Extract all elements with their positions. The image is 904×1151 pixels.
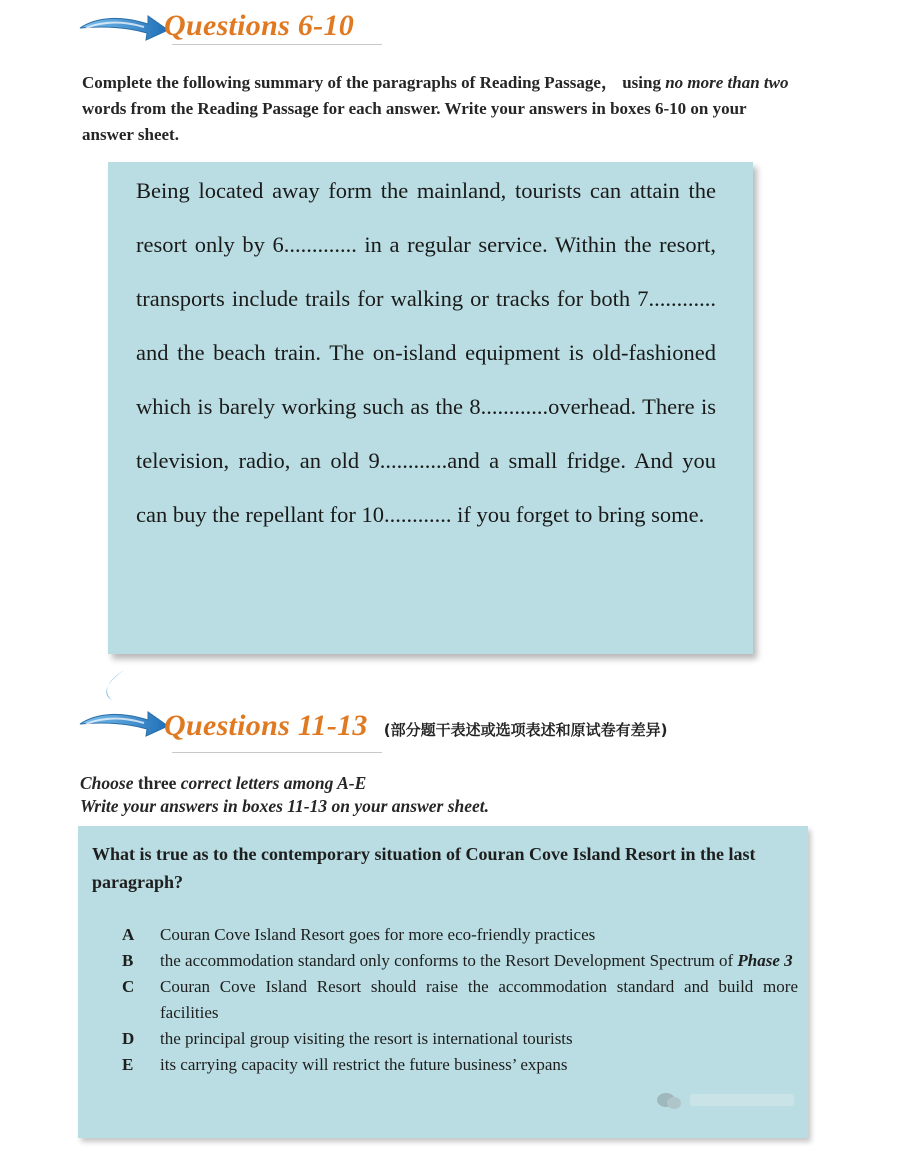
- section1-heading: [78, 6, 354, 46]
- section2-heading: [78, 672, 667, 746]
- option-b: [122, 948, 798, 974]
- option-letter: B: [122, 951, 134, 970]
- option-a: [122, 922, 798, 948]
- option-letter: A: [122, 925, 135, 944]
- option-letter: D: [122, 1029, 135, 1048]
- option-e: [122, 1052, 798, 1078]
- swoosh-arrow-icon: [78, 6, 170, 46]
- option-text: the principal group visiting the resort is international tourists: [160, 1029, 573, 1048]
- option-text: Couran Cove Island Resort goes for more eco-friendly practices: [160, 925, 596, 944]
- options-list: [122, 922, 798, 1078]
- question-text: What is true as to the contemporary situation of Couran Cove Island Resort in the last paragraph?: [92, 844, 756, 892]
- option-letter: E: [122, 1055, 134, 1074]
- swoosh-arrow-icon: [78, 666, 170, 746]
- section2-note: (部分题干表述或选项表述和原试卷有差异): [383, 720, 668, 739]
- title-underline: [172, 44, 382, 45]
- summary-box: [108, 162, 753, 654]
- section1-title: Questions 6-10: [164, 9, 355, 42]
- section2-instructions: Choose three correct letters among A-E Write your answers in boxes 11-13 on your answer sheet.: [80, 773, 490, 816]
- title-underline: [172, 752, 382, 753]
- word-limit-emphasis: no more than two: [665, 73, 789, 92]
- option-d: [122, 1026, 798, 1052]
- option-text: Couran Cove Island Resort should raise the accommodation standard and build more facilities: [160, 977, 798, 1022]
- wechat-watermark-icon: [654, 1088, 802, 1112]
- summary-text: Being located away form the mainland, tourists can attain the resort only by 6............. in a regular service. Within the resort, transports include trails for walking or tracks for both 7............ and the beach train. The on-island equipment is old-fashioned which is barely working such as the 8............overhead. There is television, radio, an old 9............and a small fridge. And you can buy the repellant for 10............ if you forget to bring some.: [136, 178, 717, 527]
- option-text: its carrying capacity will restrict the future business’ expans: [160, 1055, 568, 1074]
- section1-instructions: Complete the following summary of the paragraphs of Reading Passage， using no more than two words from the Reading Passage for each answer. Write your answers in boxes 6-10 on your answer sheet.: [82, 73, 789, 144]
- option-c: [122, 974, 798, 1026]
- option-letter: C: [122, 977, 135, 996]
- option-text: the accommodation standard only conforms to the Resort Development Spectrum of Phase 3: [160, 951, 793, 970]
- section2-title: Questions 11-13: [164, 709, 368, 742]
